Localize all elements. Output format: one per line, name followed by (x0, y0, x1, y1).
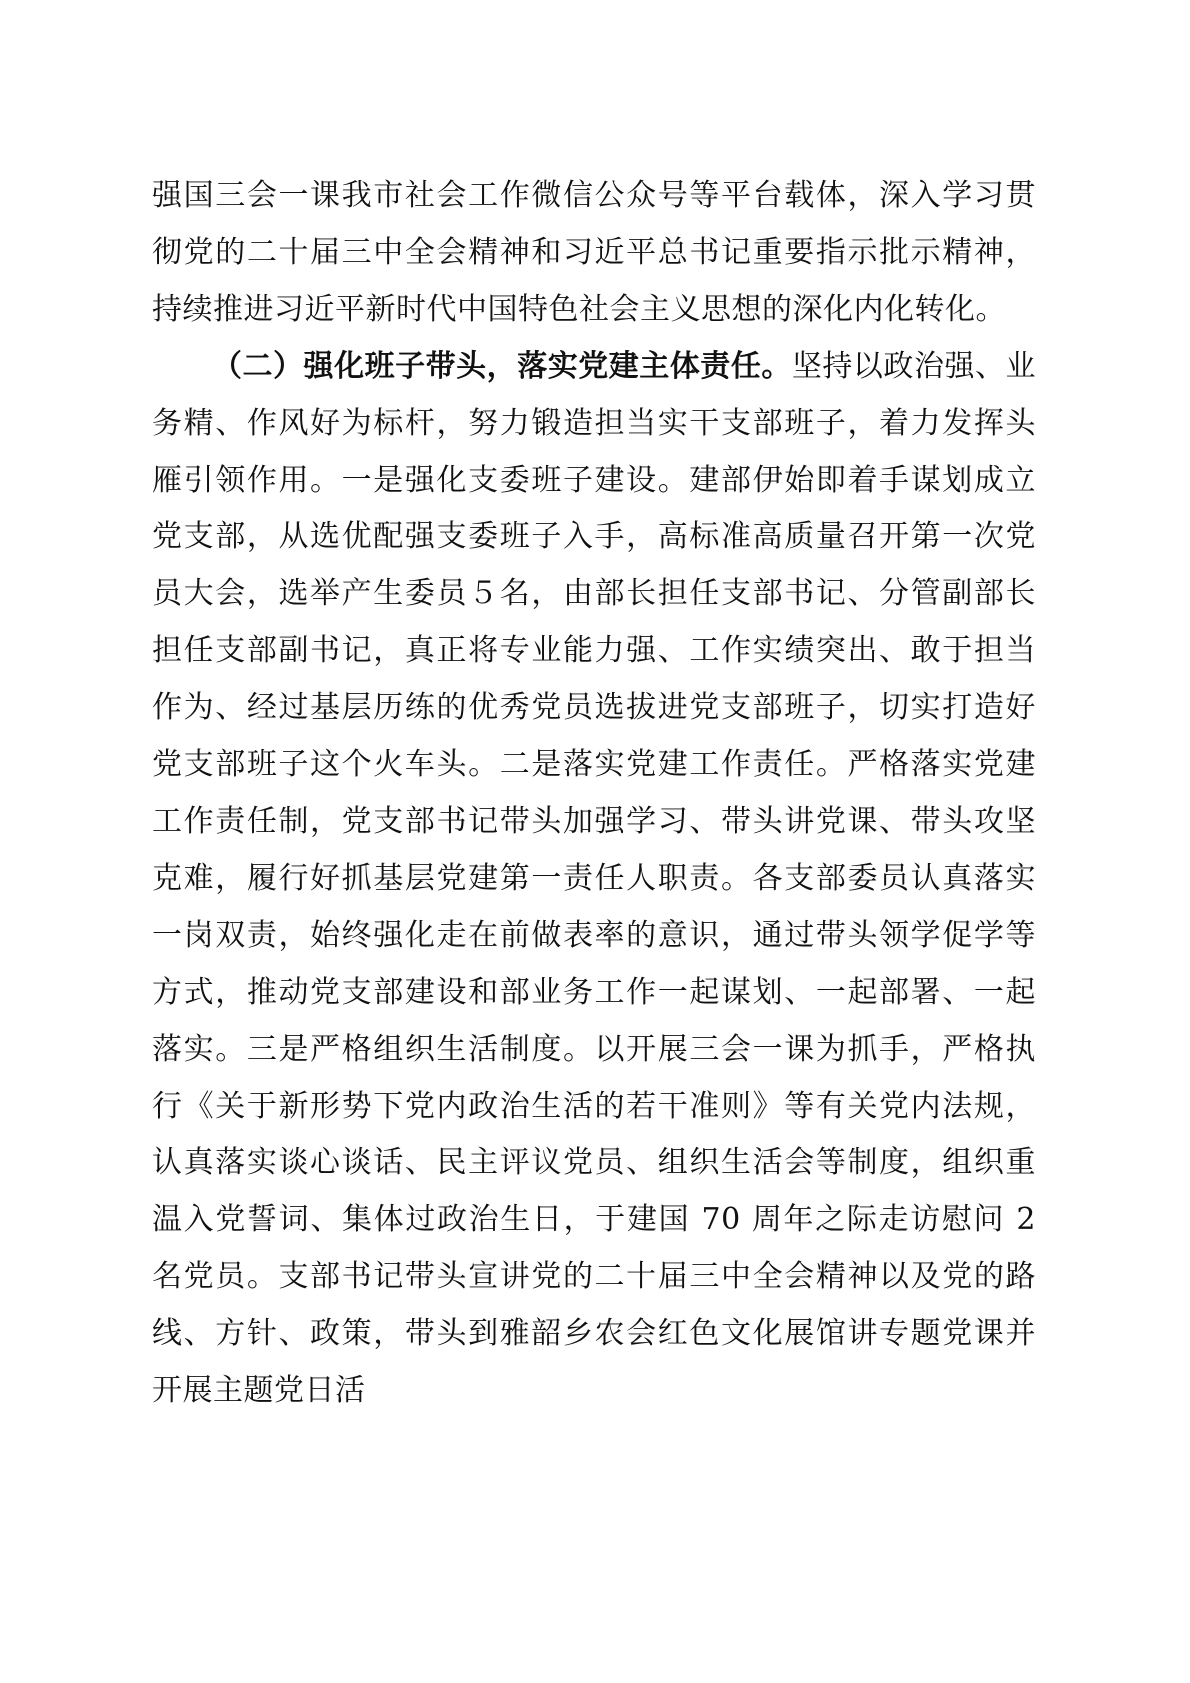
paragraph-text: 坚持以政治强、业务精、作风好为标杆，努力锻造担当实干支部班子，着力发挥头雁引领作用。一是强化支委班子建设。建部伊始即着手谋划成立党支部，从选优配强支委班子入手，高标准高质量召开第一次党员大会，选举产生委员５名，由部长担任支部书记、分管副部长担任支部副书记，真正将专业能力强、工作实绩突出、敢于担当作为、经过基层历练的优秀党员选拔进党支部班子，切实打造好党支部班子这个火车头。二是落实党建工作责任。严格落实党建工作责任制，党支部书记带头加强学习、带头讲党课、带头攻坚克难，履行好抓基层党建第一责任人职责。各支部委员认真落实一岗双责，始终强化走在前做表率的意识，通过带头领学促学等方式，推动党支部建设和部业务工作一起谋划、一起部署、一起落实。三是严格组织生活制度。以开展三会一课为抓手，严格执行《关于新形势下党内政治生活的若干准则》等有关党内法规，认真落实谈心谈话、民主评议党员、组织生活会等制度，组织重温入党誓词、集体过政治生日，于建国 70 周年之际走访慰问 2 名党员。支部书记带头宣讲党的二十届三中全会精神以及党的路线、方针、政策，带头到雅韶乡农会红色文化展馆讲专题党课并开展主题党日活 (152, 348, 1037, 1409)
section-heading: （二）强化班子带头，落实党建主体责任。 (212, 348, 792, 384)
paragraph-continued (152, 168, 1036, 339)
paragraph-section-2 (152, 339, 1036, 1420)
document-body (152, 168, 1036, 1420)
paragraph-text: 强国三会一课我市社会工作微信公众号等平台载体，深入学习贯彻党的二十届三中全会精神和习近平总书记重要指示批示精神，持续推进习近平新时代中国特色社会主义思想的深化内化转化。 (152, 178, 1036, 327)
